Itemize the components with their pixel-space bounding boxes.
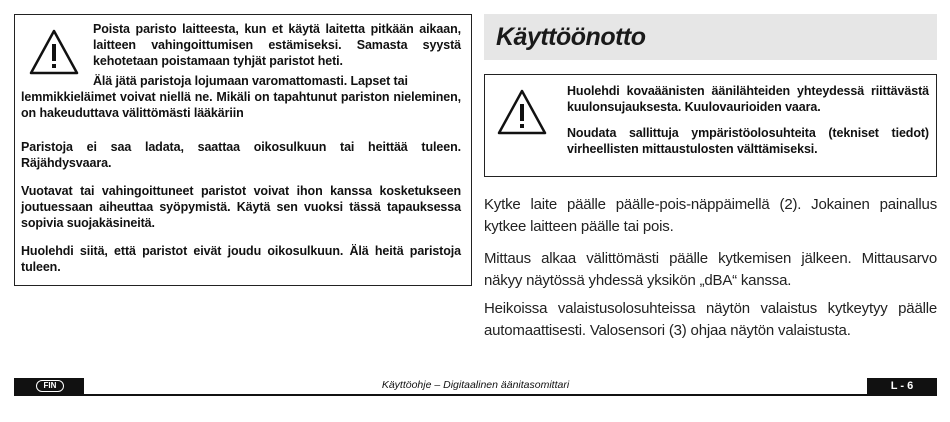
- page-number: L - 6: [867, 378, 937, 394]
- language-badge: FIN: [36, 380, 64, 392]
- warning-triangle-icon: [29, 29, 79, 75]
- battery-warning-box: [14, 14, 472, 286]
- warning-triangle-icon: [497, 89, 547, 135]
- safety-paragraph-2: Noudata sallittuja ympäristöolosuhteita (tekniset tiedot) virheellisten mittaustulosten välttämiseksi.: [567, 126, 929, 156]
- safety-paragraph-1: Huolehdi kovaäänisten äänilähteiden yhteydessä riittävästä kuulonsujauksesta. Kuulovaurioiden vaara.: [567, 84, 929, 114]
- warning-paragraph-5: Huolehdi siitä, että paristot eivät joudu oikosulkuun. Älä heitä paristoja tuleen.: [21, 244, 461, 274]
- body-paragraph-3: Heikoissa valaistusolosuhteissa näytön valaistus kytkeytyy päälle automaattisesti. Valosensori (3) ohjaa näytön valaistusta.: [484, 300, 937, 339]
- warning-paragraph-2-indent: Älä jätä paristoja lojumaan varomattomasti. Lapset tai: [93, 74, 408, 88]
- footer-title: Käyttöohje – Digitaalinen äänitasomittari: [381, 379, 570, 391]
- safety-warning-box: [484, 74, 937, 177]
- warning-paragraph-1: Poista paristo laitteesta, kun et käytä laitetta pitkään aikaan, laitteen vahingoittumisen estämiseksi. Samasta syystä kehotetaan poistamaan tyhjät paristot heti.: [93, 22, 461, 68]
- body-paragraph-1: Kytke laite päälle päälle-pois-näppäimellä (2). Jokainen painallus kytkee laitteen päälle tai pois.: [484, 196, 937, 235]
- body-paragraph-2: Mittaus alkaa välittömästi päälle kytkemisen jälkeen. Mittausarvo näkyy näytössä yhdessä yksikön „dBA“ kanssa.: [484, 250, 937, 289]
- warning-paragraph-3: Paristoja ei saa ladata, saattaa oikosulkuun tai heittää tuleen. Räjähdysvaara.: [21, 140, 461, 170]
- warning-paragraph-4: Vuotavat tai vahingoittuneet paristot voivat ihon kanssa kosketukseen joutuessaan aiheuttaa syöpymistä. Käytä sen vuoksi tässä tapauksessa sopivia suojakäsineitä.: [21, 184, 461, 230]
- page-footer: [14, 378, 937, 396]
- section-title: Käyttöönotto: [496, 23, 646, 51]
- warning-paragraph-2-rest: lemmikkieläimet voivat niellä ne. Mikäli on tapahtunut pariston nieleminen, on hakeuduttava välittömästi lääkäriin: [21, 90, 461, 120]
- section-title-bar: [484, 14, 937, 60]
